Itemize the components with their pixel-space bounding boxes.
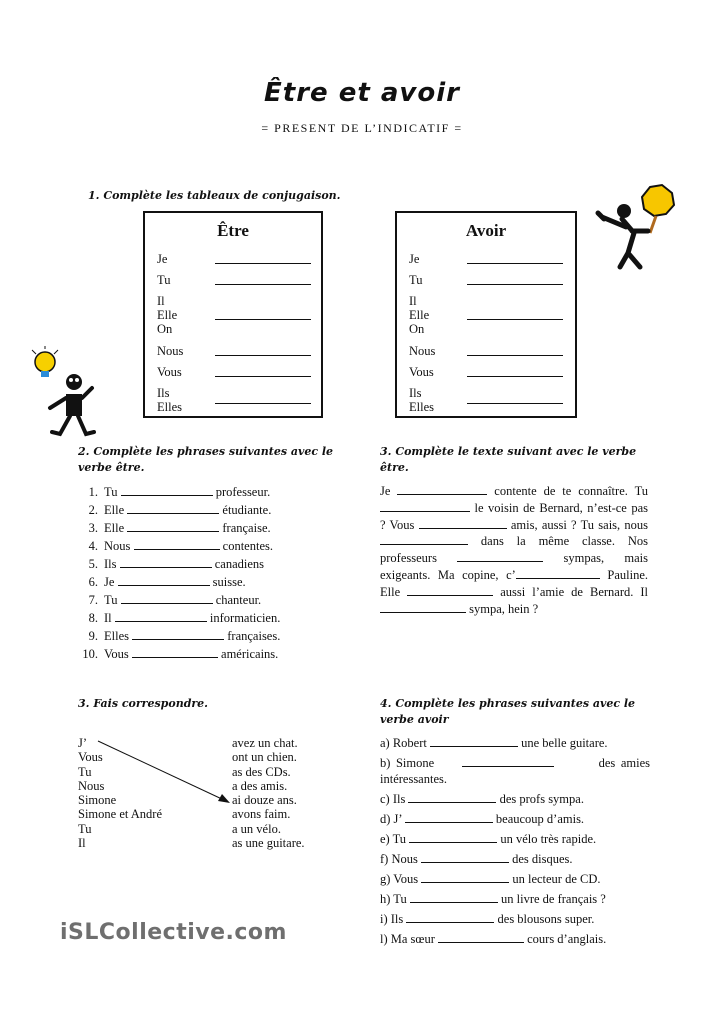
- answer-blank[interactable]: [121, 592, 213, 604]
- etre-pronoun-vous: Vous: [157, 365, 182, 379]
- item-number: 4.: [88, 539, 98, 553]
- item-subject: i) Ils: [380, 912, 404, 926]
- avoir-answer-line[interactable]: [467, 284, 563, 285]
- text-segment: Je: [380, 484, 391, 498]
- item-subject: Ils: [104, 557, 117, 571]
- page-subtitle: = PRESENT DE L’INDICATIF =: [261, 121, 463, 135]
- etre-answer-line[interactable]: [215, 284, 311, 285]
- islcollective-logo: iSLCollective.com: [60, 920, 287, 945]
- answer-blank[interactable]: [421, 851, 509, 863]
- item-ending: contentes.: [222, 539, 273, 553]
- item-subject: h) Tu: [380, 892, 407, 906]
- item-number: 7.: [88, 593, 98, 607]
- list-item: [380, 735, 650, 755]
- list-item: [78, 573, 358, 591]
- list-item: [380, 851, 650, 871]
- avoir-answer-line[interactable]: [467, 355, 563, 356]
- answer-blank[interactable]: [380, 500, 470, 512]
- item-number: 9.: [88, 629, 98, 643]
- etre-answer-line[interactable]: [215, 403, 311, 404]
- avoir-answer-line[interactable]: [467, 263, 563, 264]
- item-subject: Tu: [104, 593, 118, 607]
- etre-pronoun-elle: Elle: [157, 308, 178, 322]
- list-item: [380, 831, 650, 851]
- item-ending: chanteur.: [215, 593, 262, 607]
- item-ending: beaucoup d’amis.: [495, 812, 585, 826]
- etre-table: [143, 211, 323, 418]
- item-ending: françaises.: [227, 629, 281, 643]
- etre-pronoun-ils: Ils: [157, 386, 170, 400]
- item-ending: française.: [222, 521, 271, 535]
- avoir-pronoun-ils: Ils: [409, 386, 422, 400]
- answer-blank[interactable]: [134, 538, 220, 550]
- answer-blank[interactable]: [462, 755, 554, 767]
- item-number: 8.: [88, 611, 98, 625]
- avoir-table: [395, 211, 577, 418]
- text-segment: le voisin de Bernard, n’est-ce pas ? Vous: [380, 500, 649, 532]
- item-ending: des blousons super.: [497, 912, 595, 926]
- avoir-pronoun-vous: Vous: [409, 365, 434, 379]
- item-ending: un vélo très rapide.: [500, 832, 597, 846]
- answer-blank[interactable]: [380, 533, 468, 545]
- match-right-item[interactable]: a un vélo.: [232, 821, 281, 836]
- etre-table-title: Être: [217, 221, 249, 240]
- item-subject: d) J’: [380, 812, 402, 826]
- list-item: [78, 591, 358, 609]
- item-ending: américains.: [221, 647, 279, 661]
- answer-blank[interactable]: [421, 871, 509, 883]
- answer-blank[interactable]: [406, 911, 494, 923]
- item-subject: c) Ils: [380, 792, 406, 806]
- match-right-item[interactable]: avons faim.: [232, 807, 291, 822]
- item-subject: e) Tu: [380, 832, 407, 846]
- answer-blank[interactable]: [121, 484, 213, 496]
- text-segment: contente de te connaître. Tu: [494, 484, 649, 498]
- item-subject: Elle: [104, 521, 125, 535]
- item-number: 6.: [88, 575, 98, 589]
- item-ending: des amies intéressantes.: [380, 756, 651, 786]
- list-item: [78, 555, 358, 573]
- match-right-item[interactable]: ai douze ans.: [232, 793, 297, 808]
- section2-heading: 2. Complète les phrases suivantes avec le verbe être.: [78, 445, 334, 474]
- etre-answer-line[interactable]: [215, 355, 311, 356]
- avoir-answer-line[interactable]: [467, 403, 563, 404]
- text-segment: dans la même classe. Nos professeurs: [380, 534, 649, 566]
- match-right-item[interactable]: avez un chat.: [232, 736, 298, 750]
- answer-blank[interactable]: [408, 791, 496, 803]
- item-ending: des profs sympa.: [499, 792, 584, 806]
- etre-answer-line[interactable]: [215, 263, 311, 264]
- etre-pronoun-il: Il: [157, 294, 165, 308]
- answer-blank[interactable]: [115, 610, 207, 622]
- avoir-pronoun-on: On: [409, 322, 425, 336]
- match-left-item[interactable]: Simone et André: [78, 807, 163, 822]
- answer-blank[interactable]: [380, 601, 466, 613]
- item-subject: Nous: [104, 539, 131, 553]
- item-subject: Je: [104, 575, 115, 589]
- list-item: [380, 811, 650, 831]
- match-right-item[interactable]: as une guitare.: [232, 836, 305, 851]
- section3-text: [380, 483, 648, 617]
- list-item: [78, 537, 358, 555]
- item-subject: Elle: [104, 503, 125, 517]
- match-left-item[interactable]: J’: [78, 736, 88, 750]
- answer-blank[interactable]: [407, 584, 493, 596]
- avoir-pronoun-il: Il: [409, 294, 417, 308]
- list-item: [380, 931, 650, 951]
- match-left-item[interactable]: Simone: [78, 793, 117, 808]
- answer-blank[interactable]: [397, 483, 487, 495]
- answer-blank[interactable]: [419, 517, 507, 529]
- item-number: 2.: [88, 503, 98, 517]
- list-item: [380, 911, 650, 931]
- answer-blank[interactable]: [409, 831, 497, 843]
- list-item: [78, 609, 358, 627]
- answer-blank[interactable]: [405, 811, 493, 823]
- item-number: 3.: [88, 521, 98, 535]
- etre-pronoun-nous: Nous: [157, 344, 184, 358]
- avoir-pronoun-elle: Elle: [409, 308, 430, 322]
- item-subject: l) Ma sœur: [380, 932, 435, 946]
- item-ending: cours d’anglais.: [527, 932, 607, 946]
- avoir-pronoun-je: Je: [409, 252, 420, 266]
- list-item: [380, 871, 650, 891]
- match-right-item[interactable]: a des amis.: [232, 778, 288, 793]
- etre-pronoun-tu: Tu: [157, 273, 171, 287]
- section1-heading: 1. Complète les tableaux de conjugaison.: [88, 189, 341, 202]
- item-number: 10.: [82, 647, 98, 661]
- stick-figure-lightbulb-clipart: [30, 344, 102, 442]
- match-right-column: [232, 736, 352, 850]
- item-ending: un lecteur de CD.: [512, 872, 601, 886]
- etre-pronoun-on: On: [157, 322, 173, 336]
- item-subject: b) Simone: [380, 756, 435, 770]
- list-item: [380, 791, 650, 811]
- list-item: [78, 519, 358, 537]
- item-subject: g) Vous: [380, 872, 419, 886]
- answer-blank[interactable]: [132, 646, 218, 658]
- avoir-table-title: Avoir: [465, 221, 507, 240]
- item-subject: Vous: [104, 647, 129, 661]
- list-item: [78, 501, 358, 519]
- item-ending: suisse.: [212, 575, 246, 589]
- etre-pronoun-je: Je: [157, 252, 168, 266]
- text-segment: sympas, mais exigeants. Ma copine, c’: [380, 551, 649, 582]
- list-item: [78, 645, 358, 663]
- list-item: [380, 891, 650, 911]
- item-subject: Il: [104, 611, 112, 625]
- avoir-answer-line[interactable]: [467, 319, 563, 320]
- answer-blank[interactable]: [457, 550, 543, 562]
- text-segment: sympa, hein ?: [469, 601, 539, 616]
- answer-blank[interactable]: [438, 931, 524, 943]
- match-left-item[interactable]: Vous: [78, 750, 103, 765]
- avoir-answer-line[interactable]: [467, 376, 563, 377]
- answer-blank[interactable]: [120, 556, 212, 568]
- item-ending: une belle guitare.: [521, 736, 608, 750]
- list-item: [78, 627, 358, 645]
- section5-list: [380, 735, 650, 951]
- answer-blank[interactable]: [430, 735, 518, 747]
- match-left-item[interactable]: Nous: [78, 778, 105, 793]
- text-segment: aussi l’amie de Bernard. Il: [500, 584, 649, 599]
- etre-pronoun-elles: Elles: [157, 400, 182, 414]
- stick-figure-sign-clipart: [592, 183, 684, 271]
- answer-blank[interactable]: [118, 574, 210, 586]
- match-right-item[interactable]: ont un chien.: [232, 750, 297, 765]
- match-left-item[interactable]: Tu: [78, 821, 92, 836]
- item-subject: Tu: [104, 485, 118, 499]
- item-ending: canadiens: [214, 557, 265, 571]
- etre-answer-line[interactable]: [215, 376, 311, 377]
- example-match-arrow: [96, 738, 236, 808]
- page-title: Être et avoir: [264, 78, 460, 108]
- match-left-item[interactable]: Tu: [78, 764, 92, 779]
- item-ending: informaticien.: [209, 611, 281, 625]
- item-ending: étudiante.: [222, 503, 272, 517]
- answer-blank[interactable]: [127, 502, 219, 514]
- item-subject: f) Nous: [380, 852, 418, 866]
- item-ending: un livre de français ?: [501, 892, 606, 906]
- item-subject: Elles: [104, 629, 129, 643]
- section5-heading: 4. Complète les phrases suivantes avec le verbe avoir: [380, 697, 636, 726]
- avoir-pronoun-nous: Nous: [409, 344, 436, 358]
- text-segment: amis, aussi ? Tu sais, nous: [510, 517, 649, 532]
- match-right-item[interactable]: as des CDs.: [232, 764, 291, 779]
- item-subject: a) Robert: [380, 736, 427, 750]
- text-segment: Pauline. Elle: [380, 567, 648, 599]
- match-left-item[interactable]: Il: [78, 836, 86, 851]
- item-ending: des disques.: [512, 852, 573, 866]
- avoir-pronoun-elles: Elles: [409, 400, 434, 414]
- item-number: 5.: [88, 557, 98, 571]
- etre-answer-line[interactable]: [215, 319, 311, 320]
- section4-heading: 3. Fais correspondre.: [78, 697, 209, 710]
- answer-blank[interactable]: [410, 891, 498, 903]
- section2-list: [78, 483, 358, 663]
- section3-heading: 3. Complète le texte suivant avec le verbe être.: [380, 445, 637, 474]
- list-item: [78, 483, 358, 501]
- answer-blank[interactable]: [132, 628, 224, 640]
- avoir-pronoun-tu: Tu: [409, 273, 423, 287]
- answer-blank[interactable]: [127, 520, 219, 532]
- item-ending: professeur.: [215, 485, 271, 499]
- list-item: [380, 755, 650, 791]
- answer-blank[interactable]: [516, 567, 600, 579]
- item-number: 1.: [88, 485, 98, 499]
